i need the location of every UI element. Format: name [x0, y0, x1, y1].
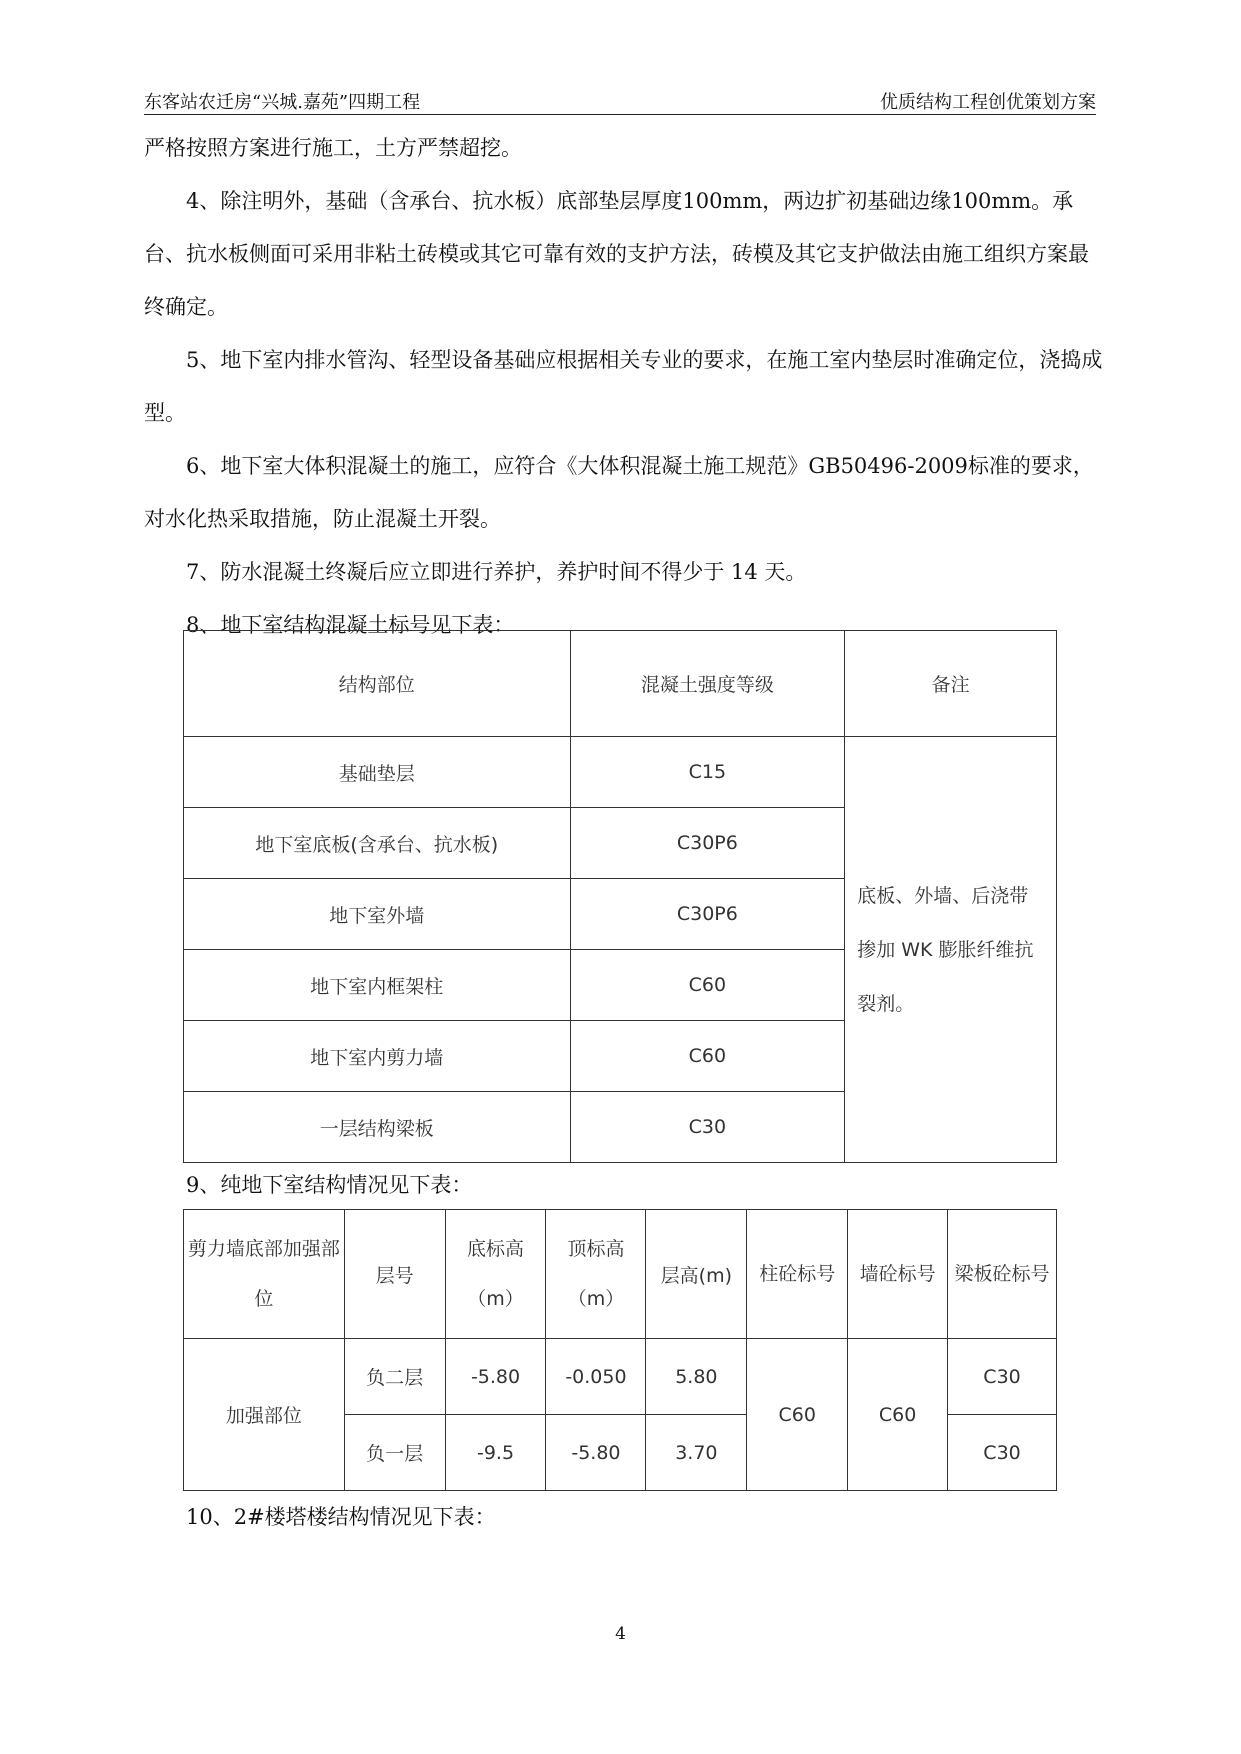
table1-cell-part: 地下室内剪力墙 — [184, 1021, 571, 1092]
table1-header-part: 结构部位 — [184, 631, 571, 737]
table1-cell-grade: C30P6 — [570, 879, 845, 950]
table1-cell-grade: C15 — [570, 737, 845, 808]
table2-cell-bottom: -5.80 — [445, 1339, 546, 1415]
header-project-title: 东客站农迁房“兴城.嘉苑”四期工程 — [144, 92, 421, 113]
table1-cell-part: 基础垫层 — [184, 737, 571, 808]
table1-cell-grade: C30P6 — [570, 808, 845, 879]
table2-cell-top: -0.050 — [546, 1339, 646, 1415]
table2-cell-beam: C30 — [948, 1415, 1057, 1491]
table1-cell-part: 地下室底板(含承台、抗水板) — [184, 808, 571, 879]
paragraph-item-4: 4、除注明外，基础（含承台、抗水板）底部垫层厚度100mm，两边扩初基础边缘100mm。承台、抗水板侧面可采用非粘土砖模或其它可靠有效的支护方法，砖模及其它支护做法由施工组织方案最终确定。 — [144, 189, 1089, 319]
table2-header-beam-grade: 梁板砼标号 — [948, 1210, 1057, 1339]
table2-column-grade-cell: C60 — [747, 1339, 848, 1491]
table2-header-region: 剪力墙底部加强部位 — [184, 1210, 345, 1339]
table2-header-floor: 层号 — [344, 1210, 445, 1339]
basement-structure-table — [183, 1209, 1057, 1491]
page-header — [144, 82, 1096, 115]
paragraph-item-5: 5、地下室内排水管沟、轻型设备基础应根据相关专业的要求，在施工室内垫层时准确定位，浇捣成型。 — [144, 348, 1103, 425]
table1-cell-part: 地下室内框架柱 — [184, 950, 571, 1021]
header-document-title: 优质结构工程创优策划方案 — [880, 92, 1096, 113]
paragraph-item-9: 9、纯地下室结构情况见下表： — [186, 1173, 473, 1197]
table2-header-bottom-elevation: 底标高（m） — [445, 1210, 546, 1339]
paragraph-item-7: 7、防水混凝土终凝后应立即进行养护，养护时间不得少于 14 天。 — [186, 560, 807, 584]
table1-cell-grade: C60 — [570, 950, 845, 1021]
paragraph-continuation: 严格按照方案进行施工，土方严禁超挖。 — [144, 136, 522, 160]
paragraph-item-6: 6、地下室大体积混凝土的施工，应符合《大体积混凝土施工规范》GB50496-2009标准的要求，对水化热采取措施，防止混凝土开裂。 — [144, 454, 1094, 531]
paragraph-item-10: 10、2#楼塔楼结构情况见下表： — [186, 1505, 496, 1529]
paragraph-item-8: 8、地下室结构混凝土标号见下表： — [186, 613, 515, 637]
table2-cell-beam: C30 — [948, 1339, 1057, 1415]
table2-wall-grade-cell: C60 — [848, 1339, 948, 1491]
table1-cell-part: 地下室外墙 — [184, 879, 571, 950]
table2-header-floor-height: 层高(m) — [646, 1210, 747, 1339]
table2-cell-bottom: -9.5 — [445, 1415, 546, 1491]
concrete-grade-table — [183, 630, 1057, 1163]
table1-cell-grade: C60 — [570, 1021, 845, 1092]
table2-cell-height: 3.70 — [646, 1415, 747, 1491]
page-number: 4 — [615, 1624, 626, 1644]
table2-cell-height: 5.80 — [646, 1339, 747, 1415]
table2-region-cell: 加强部位 — [184, 1339, 345, 1491]
table1-cell-grade: C30 — [570, 1092, 845, 1163]
table2-header-wall-grade: 墙砼标号 — [848, 1210, 948, 1339]
table2-cell-top: -5.80 — [546, 1415, 646, 1491]
table1-cell-part: 一层结构梁板 — [184, 1092, 571, 1163]
table1-header-note: 备注 — [845, 631, 1057, 737]
table2-header-top-elevation: 顶标高（m） — [546, 1210, 646, 1339]
table2-header-column-grade: 柱砼标号 — [747, 1210, 848, 1339]
table1-header-grade: 混凝土强度等级 — [570, 631, 845, 737]
table2-cell-floor: 负一层 — [344, 1415, 445, 1491]
table2-cell-floor: 负二层 — [344, 1339, 445, 1415]
table1-note-cell: 底板、外墙、后浇带掺加 WK 膨胀纤维抗裂剂。 — [845, 737, 1057, 1163]
